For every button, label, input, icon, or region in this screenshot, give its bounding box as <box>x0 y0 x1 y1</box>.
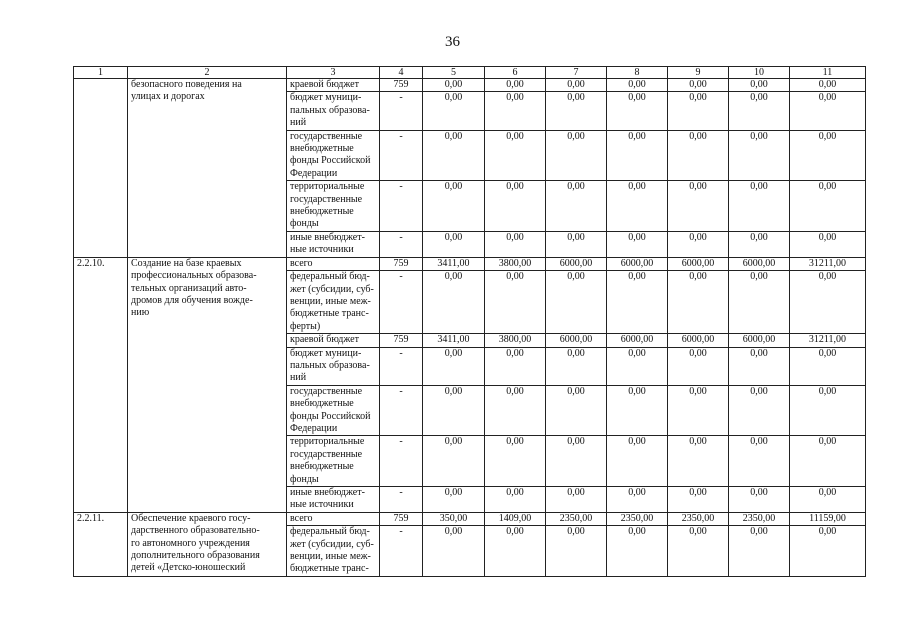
item-name-line: Создание на базе краевых <box>131 257 242 269</box>
funding-source-line: государственные <box>290 448 363 460</box>
column-header-5: 5 <box>423 67 485 79</box>
item-name <box>128 257 287 512</box>
cell-col11: 0,00 <box>790 271 866 334</box>
funding-source-line: пальных образова- <box>290 104 370 116</box>
funding-source-line: ний <box>290 372 307 384</box>
cell-col5: 0,00 <box>423 347 485 385</box>
cell-col5: 0,00 <box>423 436 485 487</box>
cell-col9: 0,00 <box>668 271 729 334</box>
cell-col7: 0,00 <box>546 526 607 577</box>
cell-col6: 1409,00 <box>485 512 546 525</box>
cell-col7: 0,00 <box>546 79 607 92</box>
cell-col8: 0,00 <box>607 271 668 334</box>
item-code <box>74 79 128 258</box>
cell-col10: 6000,00 <box>729 257 790 270</box>
table-body <box>74 79 866 577</box>
cell-col10: 6000,00 <box>729 334 790 347</box>
item-name-line: Обеспечение краевого госу- <box>131 512 251 524</box>
column-header-2: 2 <box>128 67 287 79</box>
cell-col10: 0,00 <box>729 347 790 385</box>
cell-col5: 0,00 <box>423 130 485 181</box>
cell-col10: 0,00 <box>729 231 790 257</box>
cell-col9: 0,00 <box>668 436 729 487</box>
cell-col9: 0,00 <box>668 347 729 385</box>
cell-col9: 0,00 <box>668 385 729 436</box>
funding-source-line: ные источники <box>290 244 354 256</box>
funding-source-line: бюджет муници- <box>290 92 362 104</box>
cell-col4: - <box>380 231 423 257</box>
item-name <box>128 512 287 576</box>
funding-source-line: венции, иные меж- <box>290 551 371 563</box>
funding-source-line: ний <box>290 117 307 129</box>
cell-col9: 0,00 <box>668 181 729 232</box>
funding-source-line: фонды Российской <box>290 155 371 167</box>
cell-col7: 0,00 <box>546 231 607 257</box>
column-header-row <box>74 67 866 79</box>
cell-col11: 0,00 <box>790 385 866 436</box>
funding-source-line: ные источники <box>290 499 354 511</box>
cell-col6: 0,00 <box>485 231 546 257</box>
cell-col11: 0,00 <box>790 231 866 257</box>
page-number: 36 <box>445 34 460 50</box>
funding-source-line: государственные <box>290 130 363 142</box>
cell-col10: 2350,00 <box>729 512 790 525</box>
cell-col4: 759 <box>380 512 423 525</box>
cell-col4: 759 <box>380 334 423 347</box>
cell-col5: 0,00 <box>423 526 485 577</box>
funding-source <box>287 526 380 577</box>
column-header-1: 1 <box>74 67 128 79</box>
cell-col7: 0,00 <box>546 385 607 436</box>
column-header-6: 6 <box>485 67 546 79</box>
table-row <box>74 512 866 525</box>
cell-col10: 0,00 <box>729 79 790 92</box>
cell-col7: 0,00 <box>546 92 607 130</box>
cell-col8: 0,00 <box>607 130 668 181</box>
cell-col6: 0,00 <box>485 436 546 487</box>
funding-source-line: бюджетные транс- <box>290 563 369 575</box>
funding-source <box>287 79 380 92</box>
funding-source-line: государственные <box>290 193 363 205</box>
cell-col9: 0,00 <box>668 92 729 130</box>
cell-col11: 0,00 <box>790 487 866 513</box>
item-name-line: детей «Детско-юношеский <box>131 562 246 574</box>
item-name-line: нию <box>131 307 150 319</box>
cell-col8: 0,00 <box>607 79 668 92</box>
funding-source-line: иные внебюджет- <box>290 487 365 498</box>
column-header-7: 7 <box>546 67 607 79</box>
funding-source-line: фонды Российской <box>290 410 371 422</box>
cell-col11: 0,00 <box>790 79 866 92</box>
funding-source-line: внебюджетные <box>290 398 354 410</box>
cell-col8: 0,00 <box>607 181 668 232</box>
cell-col8: 6000,00 <box>607 257 668 270</box>
cell-col8: 6000,00 <box>607 334 668 347</box>
cell-col11: 0,00 <box>790 130 866 181</box>
funding-source-line: федеральный бюд- <box>290 526 370 538</box>
cell-col11: 31211,00 <box>790 334 866 347</box>
funding-source-line: территориальные <box>290 436 365 448</box>
funding-source <box>287 334 380 347</box>
cell-col6: 0,00 <box>485 347 546 385</box>
cell-col9: 0,00 <box>668 130 729 181</box>
item-name-line: дарственного образовательно- <box>131 525 260 537</box>
cell-col10: 0,00 <box>729 92 790 130</box>
column-header-8: 8 <box>607 67 668 79</box>
cell-col7: 0,00 <box>546 436 607 487</box>
cell-col5: 3411,00 <box>423 334 485 347</box>
cell-col9: 6000,00 <box>668 257 729 270</box>
funding-source <box>287 436 380 487</box>
cell-col7: 6000,00 <box>546 334 607 347</box>
funding-source-line: фонды <box>290 473 319 485</box>
cell-col5: 3411,00 <box>423 257 485 270</box>
funding-source-line: иные внебюджет- <box>290 231 365 243</box>
column-header-3: 3 <box>287 67 380 79</box>
cell-col10: 0,00 <box>729 526 790 577</box>
item-code: 2.2.11. <box>74 512 128 576</box>
cell-col7: 2350,00 <box>546 512 607 525</box>
cell-col7: 0,00 <box>546 130 607 181</box>
cell-col5: 0,00 <box>423 271 485 334</box>
cell-col4: 759 <box>380 257 423 270</box>
cell-col10: 0,00 <box>729 385 790 436</box>
cell-col9: 0,00 <box>668 231 729 257</box>
cell-col11: 0,00 <box>790 347 866 385</box>
cell-col6: 0,00 <box>485 181 546 232</box>
cell-col6: 0,00 <box>485 526 546 577</box>
cell-col10: 0,00 <box>729 271 790 334</box>
funding-source <box>287 92 380 130</box>
cell-col11: 31211,00 <box>790 257 866 270</box>
cell-col5: 350,00 <box>423 512 485 525</box>
cell-col6: 0,00 <box>485 487 546 513</box>
item-name-line: профессиональных образова- <box>131 270 257 282</box>
funding-source-line: внебюджетные <box>290 206 354 218</box>
cell-col8: 0,00 <box>607 385 668 436</box>
funding-source-line: краевой бюджет <box>290 79 359 90</box>
funding-source-line: ферты) <box>290 320 321 332</box>
cell-col4: - <box>380 347 423 385</box>
cell-col5: 0,00 <box>423 79 485 92</box>
cell-col5: 0,00 <box>423 92 485 130</box>
funding-source-line: внебюджетные <box>290 461 354 473</box>
funding-source <box>287 512 380 525</box>
funding-source <box>287 130 380 181</box>
funding-source <box>287 347 380 385</box>
cell-col9: 2350,00 <box>668 512 729 525</box>
cell-col6: 0,00 <box>485 79 546 92</box>
cell-col7: 6000,00 <box>546 257 607 270</box>
funding-source-line: Федерации <box>290 422 338 434</box>
item-name-line: тельных организаций авто- <box>131 282 247 294</box>
funding-source <box>287 231 380 257</box>
funding-source-line: фонды <box>290 218 319 230</box>
item-name <box>128 79 287 258</box>
funding-source-line: венции, иные меж- <box>290 295 371 307</box>
funding-source-line: Федерации <box>290 167 338 179</box>
cell-col5: 0,00 <box>423 385 485 436</box>
cell-col7: 0,00 <box>546 181 607 232</box>
cell-col4: - <box>380 130 423 181</box>
funding-source-line: жет (субсидии, суб- <box>290 538 374 550</box>
cell-col4: - <box>380 271 423 334</box>
table-row <box>74 257 866 270</box>
item-code: 2.2.10. <box>74 257 128 512</box>
cell-col8: 0,00 <box>607 347 668 385</box>
cell-col4: - <box>380 385 423 436</box>
funding-source <box>287 257 380 270</box>
cell-col6: 3800,00 <box>485 334 546 347</box>
cell-col11: 0,00 <box>790 526 866 577</box>
table-row <box>74 79 866 92</box>
cell-col9: 0,00 <box>668 487 729 513</box>
cell-col8: 0,00 <box>607 436 668 487</box>
item-name-line: дромов для обучения вожде- <box>131 294 253 306</box>
cell-col9: 0,00 <box>668 526 729 577</box>
cell-col10: 0,00 <box>729 130 790 181</box>
funding-source-line: краевой бюджет <box>290 334 359 346</box>
cell-col10: 0,00 <box>729 436 790 487</box>
cell-col4: - <box>380 526 423 577</box>
funding-source-line: пальных образова- <box>290 359 370 371</box>
item-name-line: дополнительного образования <box>131 550 260 562</box>
budget-table <box>73 66 866 577</box>
funding-source <box>287 487 380 513</box>
funding-source-line: всего <box>290 257 313 269</box>
funding-source-line: жет (субсидии, суб- <box>290 283 374 295</box>
cell-col5: 0,00 <box>423 231 485 257</box>
cell-col9: 6000,00 <box>668 334 729 347</box>
cell-col10: 0,00 <box>729 181 790 232</box>
cell-col8: 0,00 <box>607 487 668 513</box>
cell-col5: 0,00 <box>423 181 485 232</box>
cell-col5: 0,00 <box>423 487 485 513</box>
item-name-line: безопасного поведения на <box>131 79 242 90</box>
funding-source <box>287 271 380 334</box>
column-header-10: 10 <box>729 67 790 79</box>
cell-col7: 0,00 <box>546 347 607 385</box>
cell-col6: 0,00 <box>485 271 546 334</box>
funding-source <box>287 181 380 232</box>
cell-col8: 2350,00 <box>607 512 668 525</box>
item-name-line: го автономного учреждения <box>131 537 250 549</box>
cell-col9: 0,00 <box>668 79 729 92</box>
cell-col6: 0,00 <box>485 130 546 181</box>
funding-source-line: территориальные <box>290 181 365 193</box>
cell-col4: - <box>380 92 423 130</box>
cell-col7: 0,00 <box>546 487 607 513</box>
cell-col8: 0,00 <box>607 526 668 577</box>
column-header-9: 9 <box>668 67 729 79</box>
funding-source-line: всего <box>290 512 313 524</box>
cell-col6: 0,00 <box>485 385 546 436</box>
funding-source-line: государственные <box>290 385 363 397</box>
cell-col4: 759 <box>380 79 423 92</box>
funding-source <box>287 385 380 436</box>
cell-col6: 0,00 <box>485 92 546 130</box>
cell-col11: 0,00 <box>790 436 866 487</box>
cell-col4: - <box>380 181 423 232</box>
item-name-line: улицах и дорогах <box>131 91 205 103</box>
funding-source-line: бюджет муници- <box>290 347 362 359</box>
column-header-11: 11 <box>790 67 866 79</box>
funding-source-line: федеральный бюд- <box>290 271 370 283</box>
cell-col4: - <box>380 436 423 487</box>
cell-col11: 0,00 <box>790 92 866 130</box>
cell-col8: 0,00 <box>607 92 668 130</box>
funding-source-line: внебюджетные <box>290 143 354 155</box>
cell-col7: 0,00 <box>546 271 607 334</box>
cell-col8: 0,00 <box>607 231 668 257</box>
cell-col4: - <box>380 487 423 513</box>
cell-col6: 3800,00 <box>485 257 546 270</box>
cell-col11: 0,00 <box>790 181 866 232</box>
column-header-4: 4 <box>380 67 423 79</box>
funding-source-line: бюджетные транс- <box>290 308 369 320</box>
cell-col10: 0,00 <box>729 487 790 513</box>
cell-col11: 11159,00 <box>790 512 866 525</box>
